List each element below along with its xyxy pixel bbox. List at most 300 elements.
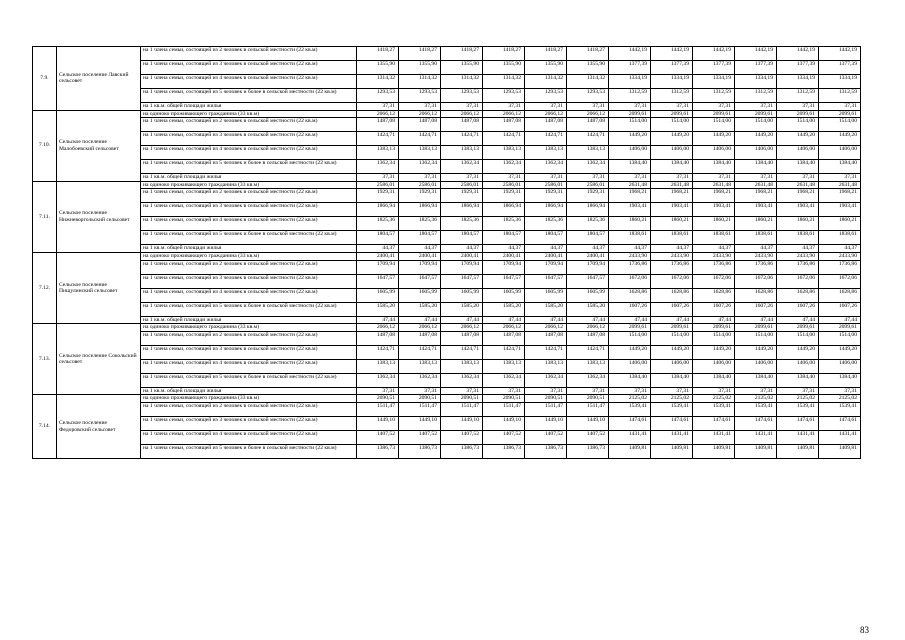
value-cell: 2099,61	[777, 324, 819, 332]
value-cell: 44,37	[735, 245, 777, 253]
value-cell: 2433,90	[651, 252, 693, 260]
value-cell: 1334,19	[651, 75, 693, 89]
value-cell: 1487,08	[399, 331, 441, 345]
value-cell: 1605,99	[441, 288, 483, 302]
value-cell: 1409,81	[609, 444, 651, 458]
value-cell: 1406,00	[819, 359, 861, 373]
value-cell: 1736,86	[819, 260, 861, 274]
value-cell: 2099,61	[609, 324, 651, 332]
value-cell: 44,37	[441, 245, 483, 253]
value-cell: 1709,94	[399, 260, 441, 274]
value-cell: 1424,71	[525, 132, 567, 146]
tariff-table-container	[32, 46, 860, 459]
value-cell: 1383,13	[399, 359, 441, 373]
row-number-cell: 7.12.	[33, 252, 57, 323]
value-cell: 1709,94	[567, 260, 609, 274]
value-cell: 1903,41	[609, 203, 651, 217]
value-cell: 1362,34	[483, 160, 525, 174]
table-row	[33, 395, 861, 403]
value-cell: 1968,21	[819, 189, 861, 203]
value-cell: 37,31	[777, 103, 819, 111]
settlement-name-cell: Сельское поселение Сокольский сельсовет	[57, 324, 141, 395]
value-cell: 1362,34	[357, 160, 399, 174]
value-cell: 1442,19	[777, 47, 819, 61]
norm-description-cell: на одиноко проживающего гражданина (33 кв.м)	[141, 110, 357, 118]
value-cell: 1293,53	[525, 89, 567, 103]
value-cell: 1514,00	[651, 118, 693, 132]
value-cell: 1384,40	[735, 373, 777, 387]
value-cell: 1383,13	[567, 146, 609, 160]
value-cell: 1628,86	[735, 288, 777, 302]
value-cell: 2586,01	[357, 181, 399, 189]
table-row	[33, 260, 861, 274]
norm-description-cell: на 1 члена семьи, состоящей из 4 человек в сельской местности (22 кв.м)	[141, 217, 357, 231]
value-cell: 47,44	[651, 316, 693, 324]
value-cell: 1607,26	[819, 302, 861, 316]
value-cell: 1929,31	[357, 189, 399, 203]
value-cell: 1293,53	[483, 89, 525, 103]
value-cell: 1293,53	[441, 89, 483, 103]
value-cell: 1384,40	[693, 160, 735, 174]
value-cell: 1377,39	[693, 61, 735, 75]
value-cell: 1487,08	[399, 118, 441, 132]
value-cell: 2400,41	[567, 252, 609, 260]
row-number-cell: 7.14.	[33, 395, 57, 459]
value-cell: 1449,10	[441, 416, 483, 430]
value-cell: 47,44	[357, 316, 399, 324]
value-cell: 1514,00	[819, 118, 861, 132]
value-cell: 1449,20	[735, 345, 777, 359]
value-cell: 1605,99	[483, 288, 525, 302]
settlement-name-cell: Сельское поселение Малобоевский сельсовет	[57, 110, 141, 181]
value-cell: 2066,12	[483, 110, 525, 118]
table-row	[33, 373, 861, 387]
value-cell: 1406,00	[777, 359, 819, 373]
value-cell: 44,37	[651, 245, 693, 253]
value-cell: 2400,41	[357, 252, 399, 260]
table-row	[33, 174, 861, 182]
value-cell: 1825,36	[399, 217, 441, 231]
value-cell: 2066,12	[567, 110, 609, 118]
value-cell: 37,31	[399, 174, 441, 182]
value-cell: 44,37	[567, 245, 609, 253]
value-cell: 1355,90	[525, 61, 567, 75]
value-cell: 1355,90	[567, 61, 609, 75]
value-cell: 1539,41	[819, 402, 861, 416]
value-cell: 1825,36	[441, 217, 483, 231]
value-cell: 1487,08	[567, 331, 609, 345]
value-cell: 37,31	[819, 174, 861, 182]
value-cell: 1647,57	[357, 274, 399, 288]
value-cell: 1539,41	[777, 402, 819, 416]
value-cell: 1804,57	[567, 231, 609, 245]
value-cell: 1804,57	[357, 231, 399, 245]
norm-description-cell: на 1 члена семьи, состоящей из 3 человек в сельской местности (22 кв.м)	[141, 132, 357, 146]
value-cell: 1334,19	[693, 75, 735, 89]
value-cell: 1355,90	[441, 61, 483, 75]
value-cell: 1449,20	[735, 132, 777, 146]
value-cell: 1314,32	[357, 75, 399, 89]
value-cell: 1474,61	[819, 416, 861, 430]
value-cell: 2400,41	[399, 252, 441, 260]
value-cell: 1487,08	[441, 118, 483, 132]
value-cell: 1409,81	[693, 444, 735, 458]
value-cell: 1487,08	[441, 331, 483, 345]
value-cell: 1407,52	[525, 430, 567, 444]
norm-description-cell: на одиноко проживающего гражданина (33 кв.м)	[141, 252, 357, 260]
row-number-cell: 7.9.	[33, 47, 57, 111]
norm-description-cell: на 1 члена семьи, состоящей из 4 человек в сельской местности (22 кв.м)	[141, 146, 357, 160]
value-cell: 1424,71	[567, 345, 609, 359]
table-row	[33, 331, 861, 345]
table-row	[33, 75, 861, 89]
value-cell: 1804,57	[399, 231, 441, 245]
value-cell: 2433,90	[693, 252, 735, 260]
value-cell: 1514,00	[693, 331, 735, 345]
value-cell: 1383,13	[567, 359, 609, 373]
value-cell: 47,44	[609, 316, 651, 324]
value-cell: 1377,39	[777, 61, 819, 75]
value-cell: 2125,02	[651, 395, 693, 403]
value-cell: 1449,20	[777, 345, 819, 359]
value-cell: 1431,41	[693, 430, 735, 444]
norm-description-cell: на 1 члена семьи, состоящей из 3 человек в сельской местности (22 кв.м)	[141, 61, 357, 75]
value-cell: 1406,00	[693, 146, 735, 160]
value-cell: 37,31	[609, 387, 651, 395]
value-cell: 1539,41	[693, 402, 735, 416]
norm-description-cell: на 1 члена семьи, состоящей из 2 человек в сельской местности (22 кв.м)	[141, 118, 357, 132]
value-cell: 1929,31	[441, 189, 483, 203]
value-cell: 1355,90	[399, 61, 441, 75]
value-cell: 1362,34	[525, 160, 567, 174]
value-cell: 2090,51	[567, 395, 609, 403]
value-cell: 1384,40	[693, 373, 735, 387]
value-cell: 1672,06	[651, 274, 693, 288]
value-cell: 1672,06	[609, 274, 651, 288]
value-cell: 1377,39	[735, 61, 777, 75]
value-cell: 44,37	[357, 245, 399, 253]
value-cell: 1312,59	[693, 89, 735, 103]
value-cell: 1312,59	[819, 89, 861, 103]
value-cell: 1929,31	[399, 189, 441, 203]
value-cell: 37,31	[567, 174, 609, 182]
settlement-name-cell: Сельское поселение Федоровский сельсовет	[57, 395, 141, 459]
norm-description-cell: на одиноко проживающего гражданина (33 кв.м)	[141, 181, 357, 189]
value-cell: 37,31	[693, 174, 735, 182]
value-cell: 37,31	[357, 103, 399, 111]
value-cell: 1605,99	[357, 288, 399, 302]
value-cell: 1409,81	[819, 444, 861, 458]
value-cell: 1355,90	[357, 61, 399, 75]
table-row	[33, 416, 861, 430]
value-cell: 37,31	[483, 174, 525, 182]
value-cell: 1386,73	[567, 444, 609, 458]
value-cell: 1406,00	[819, 146, 861, 160]
value-cell: 1903,41	[693, 203, 735, 217]
value-cell: 2090,51	[399, 395, 441, 403]
norm-description-cell: на 1 члена семьи, состоящей из 2 человек в сельской местности (22 кв.м)	[141, 189, 357, 203]
value-cell: 1804,57	[525, 231, 567, 245]
tariff-table-body	[33, 47, 861, 459]
norm-description-cell: на 1 кв.м. общей площади жилья	[141, 316, 357, 324]
value-cell: 1377,39	[651, 61, 693, 75]
value-cell: 37,31	[567, 387, 609, 395]
value-cell: 1431,41	[777, 430, 819, 444]
value-cell: 1442,19	[819, 47, 861, 61]
value-cell: 1511,47	[399, 402, 441, 416]
table-row	[33, 274, 861, 288]
value-cell: 1424,71	[399, 132, 441, 146]
value-cell: 1514,00	[735, 331, 777, 345]
tariff-table	[32, 46, 861, 459]
value-cell: 1825,36	[357, 217, 399, 231]
value-cell: 2631,48	[777, 181, 819, 189]
value-cell: 2066,12	[525, 324, 567, 332]
value-cell: 47,44	[399, 316, 441, 324]
table-row	[33, 402, 861, 416]
value-cell: 1474,61	[735, 416, 777, 430]
value-cell: 44,37	[777, 245, 819, 253]
value-cell: 1383,13	[441, 359, 483, 373]
value-cell: 1362,34	[399, 373, 441, 387]
value-cell: 1672,06	[777, 274, 819, 288]
value-cell: 1442,19	[693, 47, 735, 61]
norm-description-cell: на 1 члена семьи, состоящей из 3 человек в сельской местности (22 кв.м)	[141, 274, 357, 288]
norm-description-cell: на 1 члена семьи, состоящей из 3 человек в сельской местности (22 кв.м)	[141, 203, 357, 217]
table-row	[33, 160, 861, 174]
value-cell: 1511,47	[357, 402, 399, 416]
value-cell: 1407,52	[357, 430, 399, 444]
table-row	[33, 302, 861, 316]
value-cell: 1449,20	[651, 345, 693, 359]
value-cell: 1418,27	[357, 47, 399, 61]
value-cell: 1903,41	[777, 203, 819, 217]
value-cell: 1672,06	[693, 274, 735, 288]
value-cell: 37,31	[819, 387, 861, 395]
value-cell: 1736,86	[735, 260, 777, 274]
value-cell: 2586,01	[525, 181, 567, 189]
value-cell: 37,31	[399, 103, 441, 111]
value-cell: 1968,21	[609, 189, 651, 203]
value-cell: 2125,02	[819, 395, 861, 403]
value-cell: 1804,57	[441, 231, 483, 245]
value-cell: 1628,86	[819, 288, 861, 302]
value-cell: 1407,52	[483, 430, 525, 444]
value-cell: 1860,21	[819, 217, 861, 231]
value-cell: 1431,41	[609, 430, 651, 444]
value-cell: 1314,32	[441, 75, 483, 89]
value-cell: 1539,41	[609, 402, 651, 416]
value-cell: 1449,20	[651, 132, 693, 146]
value-cell: 1903,41	[735, 203, 777, 217]
value-cell: 1929,31	[567, 189, 609, 203]
value-cell: 37,31	[693, 387, 735, 395]
value-cell: 1314,32	[567, 75, 609, 89]
value-cell: 2066,12	[441, 110, 483, 118]
value-cell: 2631,48	[819, 181, 861, 189]
value-cell: 37,31	[735, 387, 777, 395]
value-cell: 2066,12	[399, 324, 441, 332]
value-cell: 1628,86	[651, 288, 693, 302]
value-cell: 37,31	[525, 103, 567, 111]
value-cell: 2433,90	[735, 252, 777, 260]
value-cell: 1866,94	[399, 203, 441, 217]
value-cell: 2433,90	[609, 252, 651, 260]
value-cell: 1384,40	[609, 160, 651, 174]
table-row	[33, 203, 861, 217]
value-cell: 37,31	[441, 174, 483, 182]
value-cell: 1825,36	[567, 217, 609, 231]
value-cell: 1968,21	[735, 189, 777, 203]
value-cell: 1406,00	[651, 359, 693, 373]
value-cell: 37,31	[357, 387, 399, 395]
value-cell: 1384,40	[651, 373, 693, 387]
value-cell: 37,31	[777, 387, 819, 395]
value-cell: 37,31	[819, 103, 861, 111]
value-cell: 2066,12	[525, 110, 567, 118]
value-cell: 1406,00	[693, 359, 735, 373]
value-cell: 1424,71	[483, 132, 525, 146]
value-cell: 1424,71	[525, 345, 567, 359]
value-cell: 1860,21	[777, 217, 819, 231]
value-cell: 1866,94	[567, 203, 609, 217]
value-cell: 1431,41	[651, 430, 693, 444]
value-cell: 37,31	[735, 103, 777, 111]
value-cell: 1424,71	[441, 345, 483, 359]
value-cell: 2400,41	[525, 252, 567, 260]
value-cell: 1362,34	[567, 373, 609, 387]
value-cell: 1605,99	[525, 288, 567, 302]
value-cell: 2099,61	[735, 324, 777, 332]
table-row	[33, 146, 861, 160]
value-cell: 37,31	[609, 103, 651, 111]
value-cell: 44,37	[525, 245, 567, 253]
norm-description-cell: на 1 члена семьи, состоящей из 5 человек и более в сельской местности (22 кв.м)	[141, 89, 357, 103]
value-cell: 1449,20	[609, 345, 651, 359]
table-row	[33, 47, 861, 61]
value-cell: 1647,57	[525, 274, 567, 288]
value-cell: 37,31	[441, 103, 483, 111]
value-cell: 2066,12	[483, 324, 525, 332]
value-cell: 47,44	[525, 316, 567, 324]
value-cell: 1449,20	[819, 132, 861, 146]
value-cell: 1514,00	[735, 118, 777, 132]
value-cell: 2099,61	[693, 324, 735, 332]
value-cell: 1409,81	[651, 444, 693, 458]
value-cell: 1866,94	[483, 203, 525, 217]
value-cell: 2099,61	[609, 110, 651, 118]
value-cell: 1293,53	[357, 89, 399, 103]
value-cell: 1406,00	[651, 146, 693, 160]
value-cell: 1585,20	[357, 302, 399, 316]
value-cell: 1511,47	[441, 402, 483, 416]
table-row	[33, 288, 861, 302]
value-cell: 1334,19	[819, 75, 861, 89]
page-number: 83	[860, 625, 869, 635]
value-cell: 2433,90	[819, 252, 861, 260]
settlement-name-cell: Сельское поселение Пищулинский сельсовет	[57, 252, 141, 323]
value-cell: 1442,19	[651, 47, 693, 61]
value-cell: 37,31	[777, 174, 819, 182]
value-cell: 1386,73	[525, 444, 567, 458]
value-cell: 1860,21	[735, 217, 777, 231]
value-cell: 2099,61	[819, 110, 861, 118]
norm-description-cell: на 1 члена семьи, состоящей из 4 человек в сельской местности (22 кв.м)	[141, 288, 357, 302]
norm-description-cell: на 1 члена семьи, состоящей из 2 человек в сельской местности (22 кв.м)	[141, 260, 357, 274]
table-row	[33, 359, 861, 373]
value-cell: 2125,02	[735, 395, 777, 403]
table-row	[33, 103, 861, 111]
value-cell: 1449,20	[819, 345, 861, 359]
table-row	[33, 252, 861, 260]
value-cell: 1407,52	[441, 430, 483, 444]
norm-description-cell: на 1 члена семьи, состоящей из 2 человек в сельской местности (22 кв.м)	[141, 331, 357, 345]
value-cell: 2099,61	[651, 324, 693, 332]
value-cell: 1384,40	[777, 373, 819, 387]
value-cell: 1585,20	[525, 302, 567, 316]
value-cell: 2090,51	[525, 395, 567, 403]
value-cell: 1383,13	[483, 359, 525, 373]
value-cell: 1386,73	[399, 444, 441, 458]
norm-description-cell: на 1 члена семьи, состоящей из 5 человек и более в сельской местности (22 кв.м)	[141, 160, 357, 174]
value-cell: 37,31	[483, 103, 525, 111]
value-cell: 1407,52	[399, 430, 441, 444]
value-cell: 2066,12	[399, 110, 441, 118]
row-number-cell: 7.10.	[33, 110, 57, 181]
table-row	[33, 118, 861, 132]
value-cell: 2066,12	[357, 110, 399, 118]
value-cell: 1424,71	[357, 345, 399, 359]
value-cell: 37,31	[609, 174, 651, 182]
value-cell: 2125,02	[609, 395, 651, 403]
value-cell: 2099,61	[651, 110, 693, 118]
value-cell: 1449,10	[483, 416, 525, 430]
value-cell: 1362,34	[441, 373, 483, 387]
norm-description-cell: на 1 члена семьи, состоящей из 5 человек и более в сельской местности (22 кв.м)	[141, 444, 357, 458]
value-cell: 1407,52	[567, 430, 609, 444]
value-cell: 1424,71	[483, 345, 525, 359]
value-cell: 1929,31	[483, 189, 525, 203]
norm-description-cell: на 1 кв.м. общей площади жилья	[141, 387, 357, 395]
value-cell: 1607,26	[651, 302, 693, 316]
norm-description-cell: на 1 члена семьи, состоящей из 5 человек и более в сельской местности (22 кв.м)	[141, 231, 357, 245]
norm-description-cell: на 1 члена семьи, состоящей из 5 человек и более в сельской местности (22 кв.м)	[141, 373, 357, 387]
value-cell: 1384,40	[735, 160, 777, 174]
value-cell: 1418,27	[567, 47, 609, 61]
value-cell: 37,31	[441, 387, 483, 395]
value-cell: 1312,59	[609, 89, 651, 103]
value-cell: 47,44	[777, 316, 819, 324]
table-row	[33, 181, 861, 189]
value-cell: 1968,21	[777, 189, 819, 203]
value-cell: 1362,34	[399, 160, 441, 174]
value-cell: 1449,20	[693, 345, 735, 359]
value-cell: 1386,73	[357, 444, 399, 458]
norm-description-cell: на одиноко проживающего гражданина (33 кв.м)	[141, 395, 357, 403]
value-cell: 1709,94	[525, 260, 567, 274]
value-cell: 2125,02	[693, 395, 735, 403]
value-cell: 1449,20	[609, 132, 651, 146]
value-cell: 1736,86	[777, 260, 819, 274]
value-cell: 1293,53	[399, 89, 441, 103]
norm-description-cell: на 1 кв.м. общей площади жилья	[141, 174, 357, 182]
value-cell: 1628,86	[777, 288, 819, 302]
value-cell: 1607,26	[735, 302, 777, 316]
value-cell: 1384,40	[819, 373, 861, 387]
value-cell: 1866,94	[357, 203, 399, 217]
value-cell: 2066,12	[357, 324, 399, 332]
value-cell: 2066,12	[567, 324, 609, 332]
